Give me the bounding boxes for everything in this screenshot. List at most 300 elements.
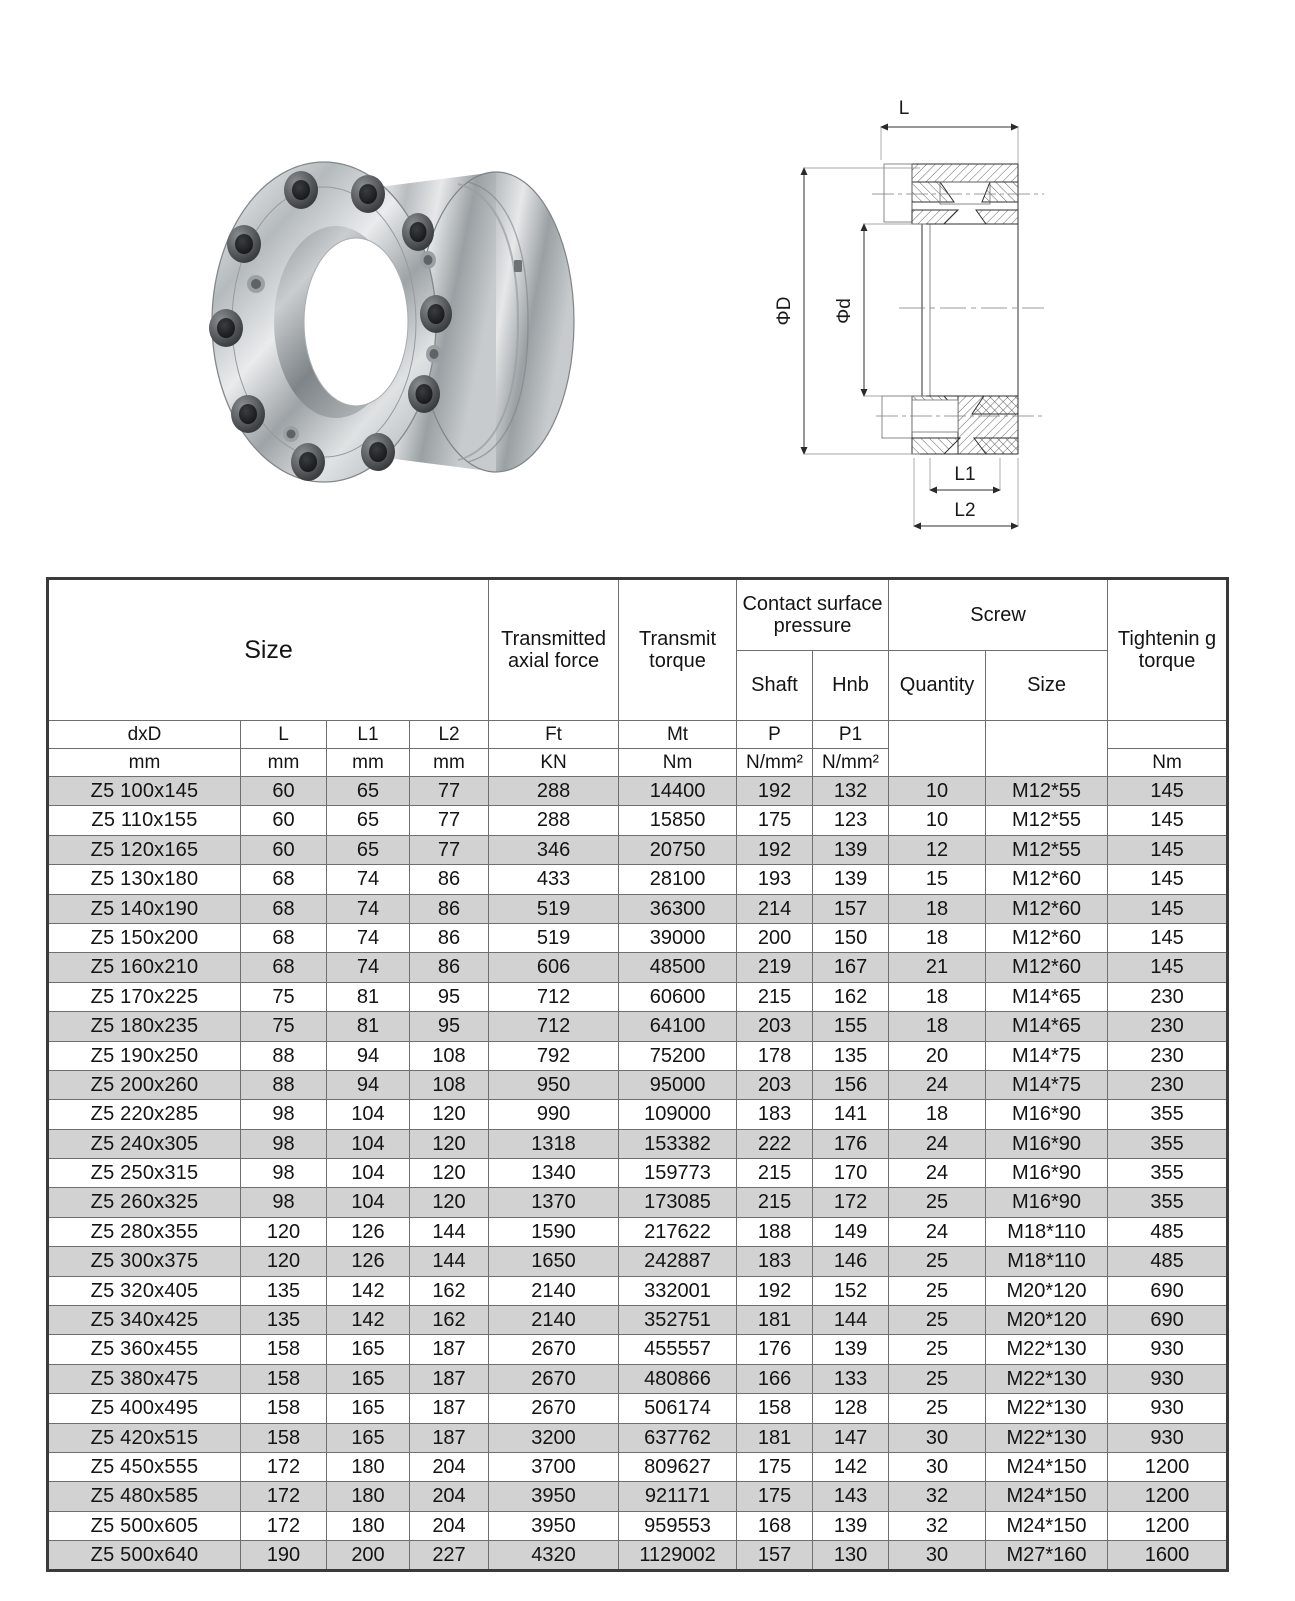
cell-l1: 104 (327, 1188, 410, 1217)
cell-quantity: 18 (889, 923, 986, 952)
cell-p: 188 (737, 1217, 813, 1246)
cell-ft: 1590 (489, 1217, 619, 1246)
cell-ft: 1318 (489, 1129, 619, 1158)
cell-p1: 133 (813, 1364, 889, 1393)
cell-screw-size: M12*55 (986, 806, 1108, 835)
cell-quantity: 18 (889, 1100, 986, 1129)
product-photo-locking-assembly (196, 132, 616, 507)
cell-p: 178 (737, 1041, 813, 1070)
cell-quantity: 10 (889, 806, 986, 835)
socket-screw (361, 433, 395, 471)
symbol-tightening (1108, 721, 1228, 749)
cell-dxd: Z5 500x640 (48, 1541, 241, 1570)
cell-l2: 95 (410, 1012, 489, 1041)
cell-p1: 139 (813, 1511, 889, 1540)
cell-quantity: 18 (889, 894, 986, 923)
unit-l: mm (241, 749, 327, 777)
cell-p1: 141 (813, 1100, 889, 1129)
cell-screw-size: M12*55 (986, 777, 1108, 806)
cell-l1: 104 (327, 1159, 410, 1188)
cell-mt: 64100 (619, 1012, 737, 1041)
cell-quantity: 25 (889, 1394, 986, 1423)
cell-tightening-torque: 930 (1108, 1423, 1228, 1452)
cell-ft: 712 (489, 982, 619, 1011)
technical-cross-section-drawing (744, 92, 1064, 532)
cell-p: 215 (737, 1188, 813, 1217)
cell-l2: 162 (410, 1306, 489, 1335)
header-contact-surface-pressure: Contact surface pressure (737, 579, 889, 651)
cell-dxd: Z5 160x210 (48, 953, 241, 982)
cell-mt: 60600 (619, 982, 737, 1011)
table-row (48, 1364, 1228, 1393)
cell-quantity: 24 (889, 1159, 986, 1188)
header-screw-size: Size (986, 651, 1108, 721)
cell-l2: 86 (410, 894, 489, 923)
table-row (48, 1247, 1228, 1276)
cell-mt: 14400 (619, 777, 737, 806)
cell-quantity: 25 (889, 1306, 986, 1335)
cell-tightening-torque: 1200 (1108, 1482, 1228, 1511)
table-row (48, 953, 1228, 982)
table-row (48, 1100, 1228, 1129)
cell-screw-size: M16*90 (986, 1188, 1108, 1217)
cell-quantity: 24 (889, 1070, 986, 1099)
cell-l1: 165 (327, 1394, 410, 1423)
cell-l2: 144 (410, 1247, 489, 1276)
cell-l2: 77 (410, 806, 489, 835)
cell-quantity: 18 (889, 982, 986, 1011)
cell-l1: 200 (327, 1541, 410, 1570)
cell-l2: 204 (410, 1452, 489, 1481)
cell-quantity: 10 (889, 777, 986, 806)
cell-dxd: Z5 110x155 (48, 806, 241, 835)
header-quantity: Quantity (889, 651, 986, 721)
cell-l2: 95 (410, 982, 489, 1011)
cell-p1: 172 (813, 1188, 889, 1217)
cell-p: 200 (737, 923, 813, 952)
cell-l1: 142 (327, 1276, 410, 1305)
table-row (48, 806, 1228, 835)
cell-screw-size: M14*65 (986, 982, 1108, 1011)
cell-ft: 606 (489, 953, 619, 982)
cell-p: 175 (737, 806, 813, 835)
cell-l2: 144 (410, 1217, 489, 1246)
cell-quantity: 32 (889, 1511, 986, 1540)
cell-screw-size: M14*75 (986, 1041, 1108, 1070)
table-row (48, 1335, 1228, 1364)
cell-tightening-torque: 145 (1108, 894, 1228, 923)
cell-p1: 170 (813, 1159, 889, 1188)
cell-tightening-torque: 1200 (1108, 1452, 1228, 1481)
cell-ft: 3700 (489, 1452, 619, 1481)
cell-mt: 28100 (619, 865, 737, 894)
symbol-p: P (737, 721, 813, 749)
cell-ft: 346 (489, 835, 619, 864)
cell-l: 98 (241, 1188, 327, 1217)
cell-l: 60 (241, 806, 327, 835)
cell-dxd: Z5 500x605 (48, 1511, 241, 1540)
cell-dxd: Z5 340x425 (48, 1306, 241, 1335)
illustration-band (0, 0, 1295, 560)
cell-screw-size: M12*60 (986, 923, 1108, 952)
symbol-l: L (241, 721, 327, 749)
cell-l2: 120 (410, 1159, 489, 1188)
cell-tightening-torque: 930 (1108, 1335, 1228, 1364)
cell-dxd: Z5 320x405 (48, 1276, 241, 1305)
cell-quantity: 24 (889, 1129, 986, 1158)
cell-p1: 167 (813, 953, 889, 982)
cell-p: 193 (737, 865, 813, 894)
cell-tightening-torque: 355 (1108, 1100, 1228, 1129)
cell-p1: 146 (813, 1247, 889, 1276)
cell-tightening-torque: 930 (1108, 1364, 1228, 1393)
cell-l: 88 (241, 1070, 327, 1099)
cell-l: 98 (241, 1159, 327, 1188)
cell-mt: 39000 (619, 923, 737, 952)
cell-mt: 332001 (619, 1276, 737, 1305)
cell-screw-size: M24*150 (986, 1482, 1108, 1511)
cell-mt: 217622 (619, 1217, 737, 1246)
cell-quantity: 25 (889, 1247, 986, 1276)
table-row (48, 1129, 1228, 1158)
cell-p: 183 (737, 1100, 813, 1129)
socket-screw (291, 443, 325, 481)
cell-l2: 86 (410, 953, 489, 982)
cell-tightening-torque: 230 (1108, 1041, 1228, 1070)
table-row (48, 1070, 1228, 1099)
cell-ft: 1650 (489, 1247, 619, 1276)
symbol-p1: P1 (813, 721, 889, 749)
cell-p: 175 (737, 1482, 813, 1511)
cell-p: 157 (737, 1541, 813, 1570)
cell-l1: 74 (327, 894, 410, 923)
dim-label-L: L (898, 98, 910, 119)
unit-l2: mm (410, 749, 489, 777)
cell-p1: 149 (813, 1217, 889, 1246)
cell-p: 219 (737, 953, 813, 982)
cell-screw-size: M24*150 (986, 1511, 1108, 1540)
socket-screw (351, 175, 385, 213)
cell-p1: 139 (813, 865, 889, 894)
cell-l2: 187 (410, 1394, 489, 1423)
cell-l: 158 (241, 1394, 327, 1423)
socket-screw (231, 395, 265, 433)
table-row (48, 1159, 1228, 1188)
cell-quantity: 24 (889, 1217, 986, 1246)
cell-dxd: Z5 480x585 (48, 1482, 241, 1511)
cell-l2: 187 (410, 1364, 489, 1393)
table-row (48, 1452, 1228, 1481)
cell-ft: 3950 (489, 1482, 619, 1511)
cell-dxd: Z5 100x145 (48, 777, 241, 806)
cell-p: 168 (737, 1511, 813, 1540)
cell-ft: 2670 (489, 1335, 619, 1364)
table-row (48, 1188, 1228, 1217)
cell-l2: 227 (410, 1541, 489, 1570)
cell-ft: 288 (489, 806, 619, 835)
cell-dxd: Z5 360x455 (48, 1335, 241, 1364)
cell-p1: 135 (813, 1041, 889, 1070)
cell-p: 214 (737, 894, 813, 923)
cell-l1: 180 (327, 1511, 410, 1540)
cell-tightening-torque: 145 (1108, 777, 1228, 806)
cell-screw-size: M22*130 (986, 1364, 1108, 1393)
cell-tightening-torque: 230 (1108, 982, 1228, 1011)
cell-screw-size: M22*130 (986, 1335, 1108, 1364)
cell-l1: 81 (327, 982, 410, 1011)
cell-screw-size: M14*75 (986, 1070, 1108, 1099)
cell-screw-size: M24*150 (986, 1452, 1108, 1481)
cell-p1: 132 (813, 777, 889, 806)
cell-p: 183 (737, 1247, 813, 1276)
unit-tightening: Nm (1108, 749, 1228, 777)
symbol-dxd: dxD (48, 721, 241, 749)
socket-screw (209, 309, 243, 347)
cell-p: 215 (737, 1159, 813, 1188)
cell-p1: 147 (813, 1423, 889, 1452)
table-row (48, 1041, 1228, 1070)
cell-l: 172 (241, 1511, 327, 1540)
cell-p1: 152 (813, 1276, 889, 1305)
symbol-l2: L2 (410, 721, 489, 749)
cell-tightening-torque: 690 (1108, 1306, 1228, 1335)
cell-ft: 519 (489, 894, 619, 923)
cell-l1: 104 (327, 1100, 410, 1129)
cell-p: 181 (737, 1423, 813, 1452)
cell-tightening-torque: 1200 (1108, 1511, 1228, 1540)
cell-l: 60 (241, 777, 327, 806)
cell-screw-size: M18*110 (986, 1217, 1108, 1246)
cell-p1: 130 (813, 1541, 889, 1570)
cell-mt: 173085 (619, 1188, 737, 1217)
cell-tightening-torque: 485 (1108, 1247, 1228, 1276)
cell-l1: 81 (327, 1012, 410, 1041)
cell-p: 222 (737, 1129, 813, 1158)
symbol-l1: L1 (327, 721, 410, 749)
table-header (48, 579, 1228, 777)
cell-l1: 104 (327, 1129, 410, 1158)
cell-ft: 288 (489, 777, 619, 806)
cell-dxd: Z5 400x495 (48, 1394, 241, 1423)
header-transmitted-axial-force: Transmitted axial force (489, 579, 619, 721)
cell-quantity: 15 (889, 865, 986, 894)
cell-l1: 126 (327, 1247, 410, 1276)
cell-p: 215 (737, 982, 813, 1011)
cell-p1: 143 (813, 1482, 889, 1511)
cell-tightening-torque: 230 (1108, 1012, 1228, 1041)
table-row (48, 835, 1228, 864)
cell-l1: 65 (327, 806, 410, 835)
cell-l2: 108 (410, 1041, 489, 1070)
cell-l1: 165 (327, 1423, 410, 1452)
cell-ft: 2670 (489, 1394, 619, 1423)
cell-l1: 74 (327, 923, 410, 952)
cell-tightening-torque: 145 (1108, 835, 1228, 864)
cell-mt: 95000 (619, 1070, 737, 1099)
cell-tightening-torque: 145 (1108, 923, 1228, 952)
symbol-ft: Ft (489, 721, 619, 749)
cell-l2: 162 (410, 1276, 489, 1305)
cell-screw-size: M12*60 (986, 953, 1108, 982)
cell-ft: 712 (489, 1012, 619, 1041)
specification-table (46, 577, 1229, 1572)
cell-quantity: 30 (889, 1423, 986, 1452)
cell-tightening-torque: 930 (1108, 1394, 1228, 1423)
cell-quantity: 12 (889, 835, 986, 864)
table-body (48, 777, 1228, 1571)
cell-quantity: 30 (889, 1452, 986, 1481)
cell-ft: 1340 (489, 1159, 619, 1188)
header-screw: Screw (889, 579, 1108, 651)
cell-dxd: Z5 140x190 (48, 894, 241, 923)
cell-quantity: 25 (889, 1364, 986, 1393)
cell-l: 172 (241, 1482, 327, 1511)
socket-screw (284, 171, 318, 209)
cell-screw-size: M18*110 (986, 1247, 1108, 1276)
cell-dxd: Z5 380x475 (48, 1364, 241, 1393)
cell-ft: 1370 (489, 1188, 619, 1217)
cell-ft: 3950 (489, 1511, 619, 1540)
cell-p1: 123 (813, 806, 889, 835)
cell-l: 98 (241, 1100, 327, 1129)
dim-label-phid: Φd (834, 298, 855, 324)
unit-p: N/mm² (737, 749, 813, 777)
table-row (48, 1276, 1228, 1305)
cell-l2: 86 (410, 865, 489, 894)
cell-l2: 120 (410, 1100, 489, 1129)
cell-ft: 4320 (489, 1541, 619, 1570)
cell-p: 203 (737, 1070, 813, 1099)
cell-l: 135 (241, 1306, 327, 1335)
cell-dxd: Z5 130x180 (48, 865, 241, 894)
table-row (48, 865, 1228, 894)
cell-dxd: Z5 280x355 (48, 1217, 241, 1246)
cell-l1: 165 (327, 1335, 410, 1364)
cell-p: 203 (737, 1012, 813, 1041)
cell-p1: 176 (813, 1129, 889, 1158)
cell-p: 192 (737, 835, 813, 864)
cell-l2: 204 (410, 1482, 489, 1511)
unit-dxd: mm (48, 749, 241, 777)
cell-tightening-torque: 230 (1108, 1070, 1228, 1099)
cell-l2: 77 (410, 777, 489, 806)
cell-l: 88 (241, 1041, 327, 1070)
socket-screw (408, 375, 440, 413)
photo-bore (274, 226, 408, 418)
cell-l: 68 (241, 953, 327, 982)
cell-l2: 86 (410, 923, 489, 952)
symbol-quantity (889, 721, 986, 777)
table-row (48, 923, 1228, 952)
socket-screw (420, 295, 452, 333)
cell-mt: 159773 (619, 1159, 737, 1188)
symbol-screw-size (986, 721, 1108, 777)
cell-l: 120 (241, 1217, 327, 1246)
cell-p1: 150 (813, 923, 889, 952)
cell-l1: 94 (327, 1070, 410, 1099)
cell-screw-size: M16*90 (986, 1129, 1108, 1158)
cell-l1: 65 (327, 777, 410, 806)
cell-p: 158 (737, 1394, 813, 1423)
cell-l2: 108 (410, 1070, 489, 1099)
cell-mt: 1129002 (619, 1541, 737, 1570)
cell-tightening-torque: 145 (1108, 806, 1228, 835)
cell-mt: 637762 (619, 1423, 737, 1452)
cell-tightening-torque: 485 (1108, 1217, 1228, 1246)
cell-tightening-torque: 355 (1108, 1159, 1228, 1188)
cell-l1: 126 (327, 1217, 410, 1246)
cell-l2: 204 (410, 1511, 489, 1540)
unit-ft: KN (489, 749, 619, 777)
cell-l1: 94 (327, 1041, 410, 1070)
cell-ft: 433 (489, 865, 619, 894)
socket-screw (227, 225, 261, 263)
cell-quantity: 18 (889, 1012, 986, 1041)
cell-ft: 3200 (489, 1423, 619, 1452)
cell-p: 192 (737, 1276, 813, 1305)
cell-screw-size: M14*65 (986, 1012, 1108, 1041)
cell-quantity: 25 (889, 1188, 986, 1217)
cell-tightening-torque: 690 (1108, 1276, 1228, 1305)
cell-ft: 990 (489, 1100, 619, 1129)
cell-l: 158 (241, 1364, 327, 1393)
cell-dxd: Z5 150x200 (48, 923, 241, 952)
cell-dxd: Z5 190x250 (48, 1041, 241, 1070)
header-tightening-torque: Tightenin g torque (1108, 579, 1228, 721)
cell-l1: 65 (327, 835, 410, 864)
cell-screw-size: M20*120 (986, 1276, 1108, 1305)
cell-screw-size: M16*90 (986, 1159, 1108, 1188)
cell-quantity: 20 (889, 1041, 986, 1070)
cell-tightening-torque: 1600 (1108, 1541, 1228, 1570)
cell-p1: 139 (813, 1335, 889, 1364)
cell-mt: 15850 (619, 806, 737, 835)
unit-p1: N/mm² (813, 749, 889, 777)
cell-screw-size: M12*60 (986, 865, 1108, 894)
cell-l2: 120 (410, 1188, 489, 1217)
cell-tightening-torque: 145 (1108, 953, 1228, 982)
cell-l: 68 (241, 894, 327, 923)
cell-mt: 921171 (619, 1482, 737, 1511)
cell-mt: 352751 (619, 1306, 737, 1335)
cell-quantity: 25 (889, 1276, 986, 1305)
dim-label-L2: L2 (954, 500, 976, 521)
cell-dxd: Z5 170x225 (48, 982, 241, 1011)
header-hnb: Hnb (813, 651, 889, 721)
cell-l: 98 (241, 1129, 327, 1158)
cell-p: 192 (737, 777, 813, 806)
cell-l1: 142 (327, 1306, 410, 1335)
cell-dxd: Z5 120x165 (48, 835, 241, 864)
cell-mt: 455557 (619, 1335, 737, 1364)
cell-l: 75 (241, 1012, 327, 1041)
table-row (48, 1217, 1228, 1246)
cell-p: 166 (737, 1364, 813, 1393)
cell-p1: 155 (813, 1012, 889, 1041)
cell-l: 172 (241, 1452, 327, 1481)
cell-mt: 20750 (619, 835, 737, 864)
cell-l: 120 (241, 1247, 327, 1276)
cell-tightening-torque: 355 (1108, 1188, 1228, 1217)
cell-l: 75 (241, 982, 327, 1011)
cell-p1: 142 (813, 1452, 889, 1481)
cell-dxd: Z5 250x315 (48, 1159, 241, 1188)
cell-tightening-torque: 145 (1108, 865, 1228, 894)
cell-p1: 144 (813, 1306, 889, 1335)
cell-mt: 959553 (619, 1511, 737, 1540)
cell-mt: 506174 (619, 1394, 737, 1423)
cell-screw-size: M12*60 (986, 894, 1108, 923)
